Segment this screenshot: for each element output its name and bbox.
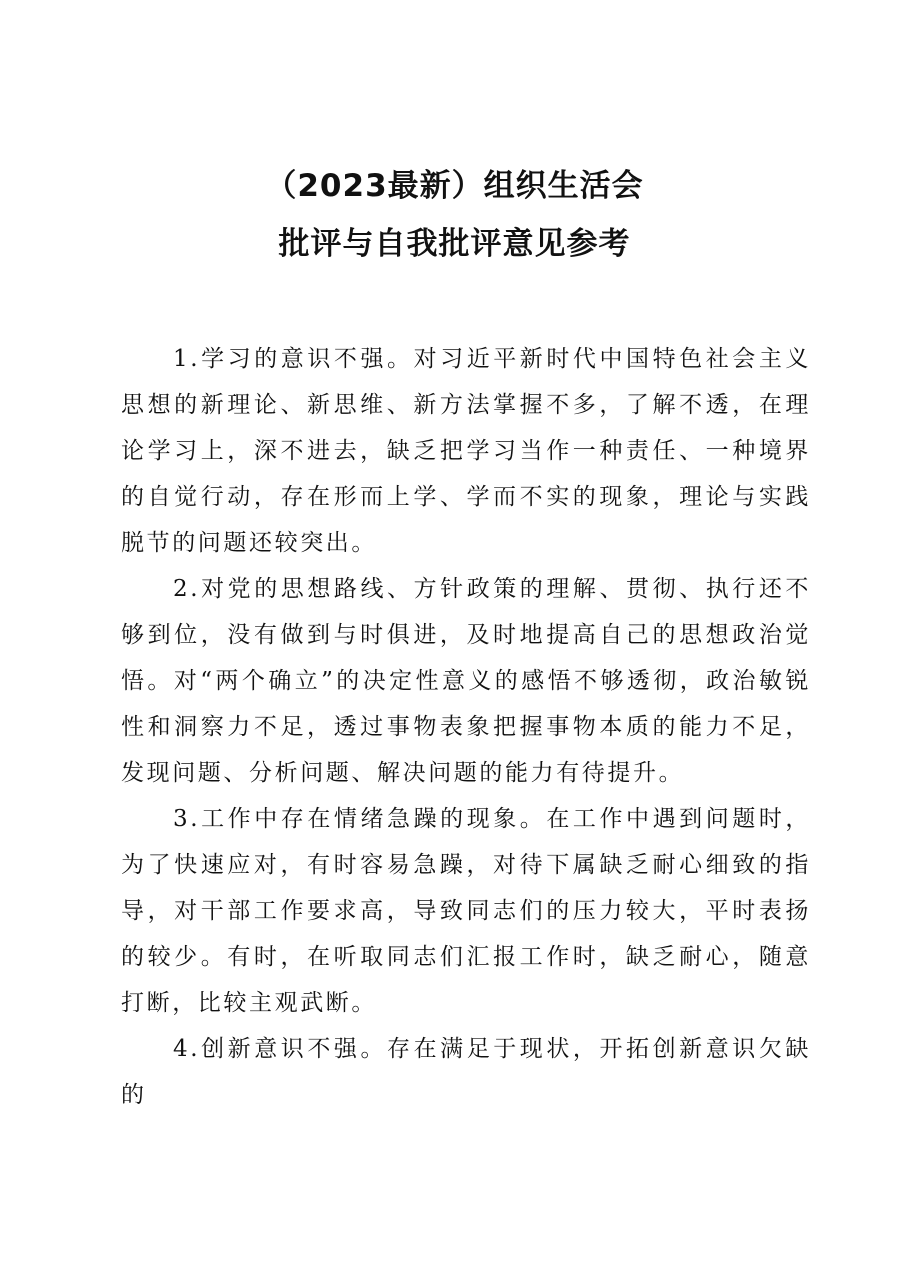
paragraph-2: 2.对党的思想路线、方针政策的理解、贯彻、执行还不够到位，没有做到与时俱进，及时地提高自己的思想政治觉悟。对“两个确立”的决定性意义的感悟不够透彻，政治敏锐性和洞察力不足，透过事物表象把握事物本质的能力不足，发现问题、分析问题、解决问题的能力有待提升。 xyxy=(121,576,811,786)
document-title-line-2: 批评与自我批评意见参考 xyxy=(278,226,631,262)
paragraph-1: 1.学习的意识不强。对习近平新时代中国特色社会主义思想的新理论、新思维、新方法掌握不多，了解不透，在理论学习上，深不进去，缺乏把学习当作一种责任、一种境界的自觉行动，存在形而上学、学而不实的现象，理论与实践脱节的问题还较突出。 xyxy=(121,346,811,556)
paragraph-3: 3.工作中存在情绪急躁的现象。在工作中遇到问题时，为了快速应对，有时容易急躁，对待下属缺乏耐心细致的指导，对干部工作要求高，导致同志们的压力较大，平时表扬的较少。有时，在听取同志们汇报工作时，缺乏耐心，随意打断，比较主观武断。 xyxy=(121,806,811,1016)
document-title-line-1: （2023最新）组织生活会 xyxy=(265,168,644,204)
document-body xyxy=(121,336,811,1118)
paragraph-4: 4.创新意识不强。存在满足于现状，开拓创新意识欠缺的 xyxy=(121,1036,811,1108)
